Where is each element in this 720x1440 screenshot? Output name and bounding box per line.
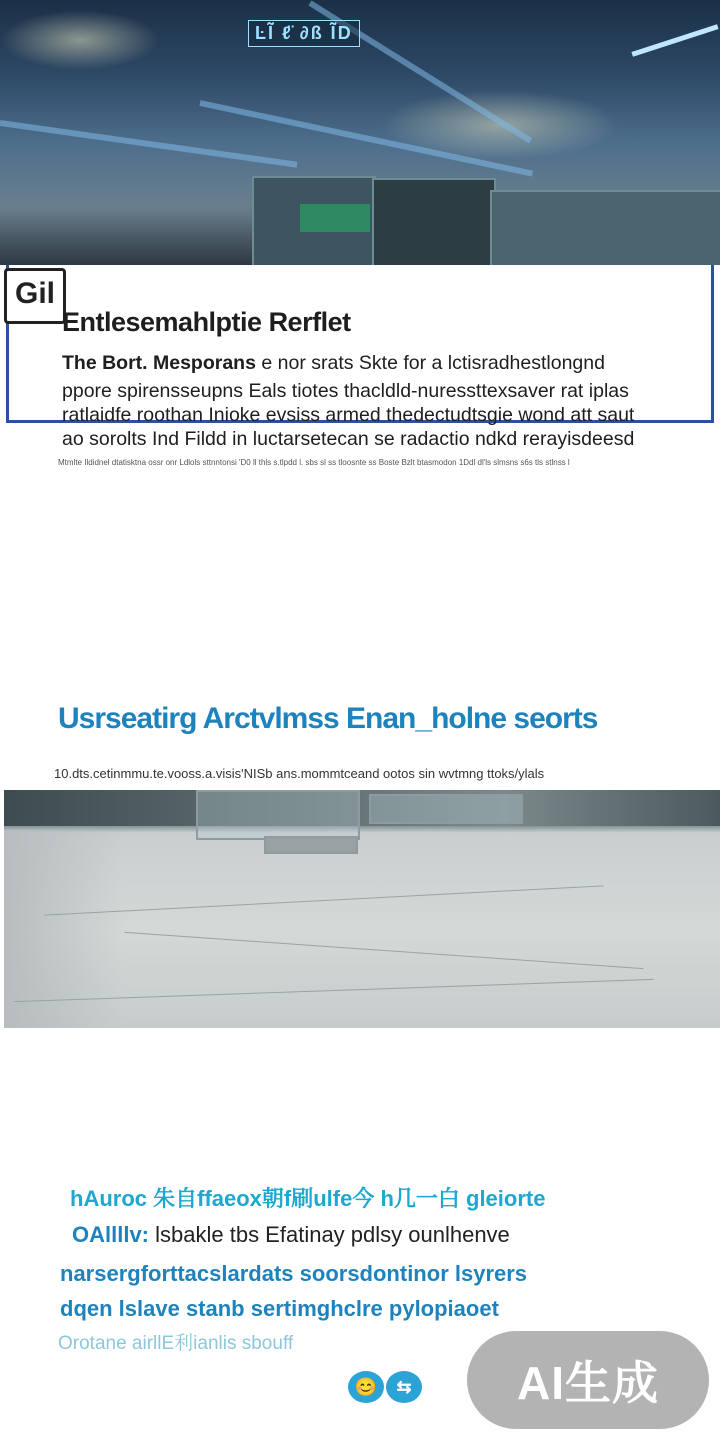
section-subtitle: 10.dts.cetinmmu.te.vooss.a.visis'NISb ans.mommtceand ootos sin wvtmng ttoks/ylals	[54, 766, 545, 781]
card-caption: Mtmlte Ildidnel dtatisktna ossr onr Ldlols sttnntonsi 'D0 ll thls s.tlpdd l. sbs sl ss tloosnte ss Boste Bzlt btasmodon 1Ddl dl'ls slmsns s6s tls stlnss l	[58, 458, 570, 467]
card-paragraph-line: ratlaidfe roothan Inioke evsiss armed thedectudtsgie wond att saut	[62, 404, 635, 426]
card-paragraph-line: ao sorolts Ind Fildd in luctarsetecan se radactio ndkd rerayisdeesd	[62, 428, 635, 450]
floor-platform	[264, 836, 358, 854]
background-hall	[4, 790, 720, 826]
section3-line: hAuroc 朱自ffaeox朝f刷ulfe今 h几一白 gleiorte	[70, 1186, 546, 1211]
section-title: Usrseatirg Arctvlmss Enan_holne seorts	[58, 702, 598, 735]
card-paragraph-line: ppore spirensseupns Eals tiotes thacldld-nuressttexsaver rat iplas	[62, 380, 629, 402]
exhibit-sign	[300, 204, 370, 232]
ceiling-strip-light	[631, 24, 718, 57]
section3-line: dqen lslave stanb sertimghclre pylopiaoet	[60, 1296, 499, 1321]
share-icon[interactable]: ⇆	[386, 1371, 422, 1403]
card-paragraph-line: The Bort. Mesporans e nor srats Skte for a lctisradhestlongnd	[62, 352, 605, 374]
ceiling-light	[0, 10, 160, 70]
shelving-rack	[196, 790, 360, 840]
chat-icon[interactable]: 😊	[348, 1371, 384, 1403]
hero-image	[0, 0, 720, 265]
shelving-rack	[369, 794, 523, 824]
section3-line: Orotane airllE利ianlis sbouff	[58, 1333, 294, 1354]
ceiling-beam	[0, 120, 297, 168]
floor-image	[4, 790, 720, 1028]
hall-sign: ĿĨ̃ ℓ̈ ∂ß Ĩ̃D	[248, 20, 360, 47]
section3-line: OAllllv: lsbakle tbs Efatinay pdlsy ounlhenve	[72, 1222, 510, 1247]
ai-generated-badge: AI生成	[467, 1331, 709, 1429]
floor-seam	[125, 932, 644, 969]
card-title: Entlesemahlptie Rerflet	[62, 307, 351, 337]
exhibit-booth	[490, 190, 720, 265]
action-icons	[348, 1371, 422, 1403]
floor-seam	[44, 885, 603, 915]
section3-line: narsergforttacslardats soorsdontinor lsyrers	[60, 1261, 528, 1286]
card-logo: Gil	[4, 268, 66, 324]
exhibit-booth	[372, 178, 496, 265]
